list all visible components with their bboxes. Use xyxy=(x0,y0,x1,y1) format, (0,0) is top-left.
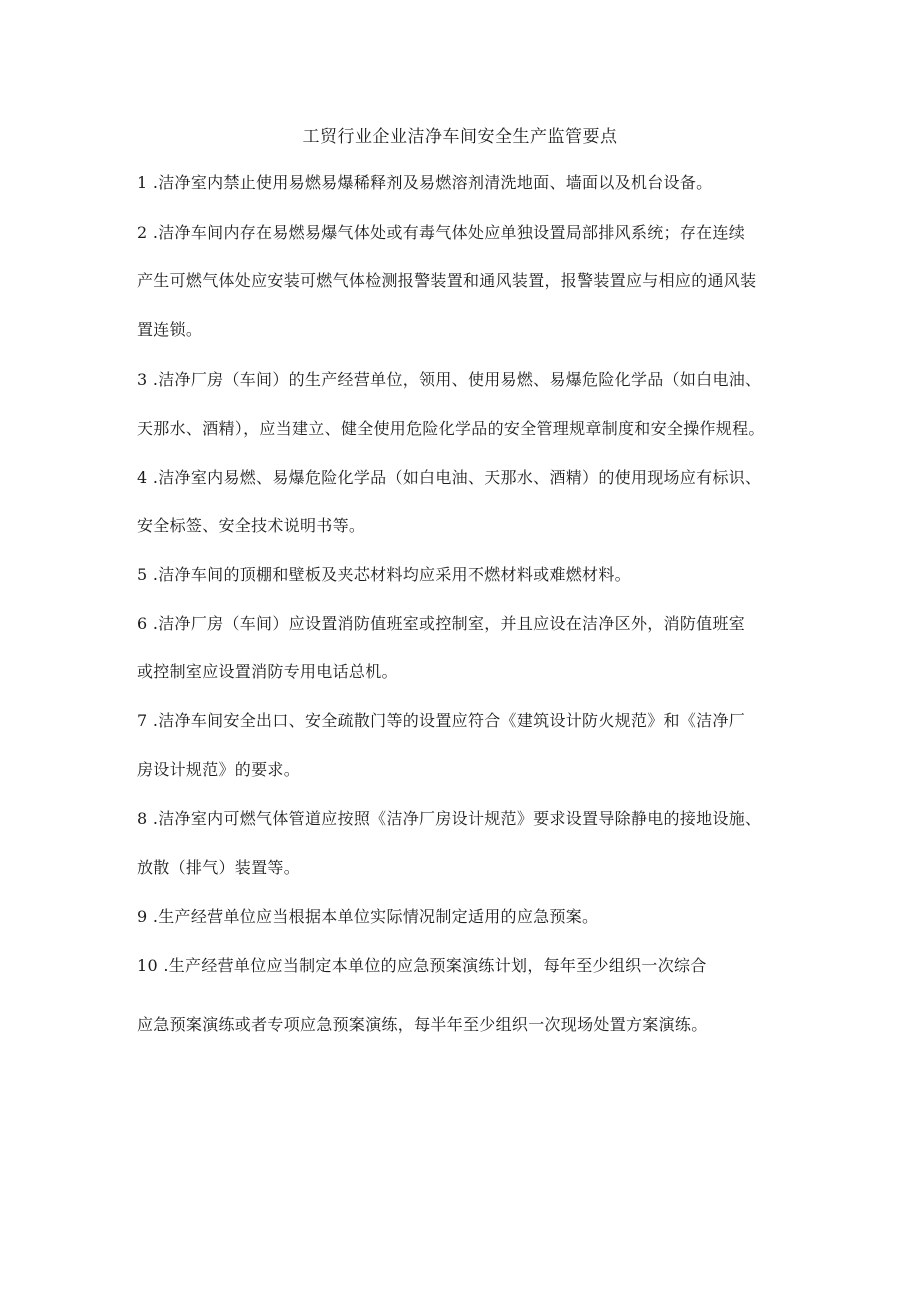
paragraph-line: 9 .生产经营单位应当根据本单位实际情况制定适用的应急预案。 xyxy=(137,907,599,926)
paragraph-line: 10 .生产经营单位应当制定本单位的应急预案演练计划，每年至少组织一次综合 xyxy=(137,956,707,975)
paragraph-line: 8 .洁净室内可燃气体管道应按照《洁净厂房设计规范》要求设置导除静电的接地设施、 xyxy=(137,809,762,828)
paragraph-line: 房设计规范》的要求。 xyxy=(137,760,301,779)
paragraph-line: 7 .洁净车间安全出口、安全疏散门等的设置应符合《建筑设计防火规范》和《洁净厂 xyxy=(137,711,746,730)
paragraph-line: 或控制室应设置消防专用电话总机。 xyxy=(137,662,398,681)
paragraph-line: 放散（排气）装置等。 xyxy=(137,858,301,877)
paragraph-line: 安全标签、安全技术说明书等。 xyxy=(137,516,366,535)
paragraph-line: 应急预案演练或者专项应急预案演练，每半年至少组织一次现场处置方案演练。 xyxy=(137,1015,708,1034)
paragraph-line: 2 .洁净车间内存在易燃易爆气体处或有毒气体处应单独设置局部排风系统；存在连续 xyxy=(137,223,746,242)
paragraph-line: 产生可燃气体处应安装可燃气体检测报警装置和通风装置，报警装置应与相应的通风装 xyxy=(137,271,757,290)
paragraph-line: 1 .洁净室内禁止使用易燃易爆稀释剂及易燃溶剂清洗地面、墙面以及机台设备。 xyxy=(137,173,713,192)
paragraph-line: 5 .洁净车间的顶棚和壁板及夹芯材料均应采用不燃材料或难燃材料。 xyxy=(137,565,631,584)
document-title: 工贸行业企业洁净车间安全生产监管要点 xyxy=(302,127,618,147)
paragraph-line: 天那水、酒精），应当建立、健全使用危险化学品的安全管理规章制度和安全操作规程。 xyxy=(137,419,765,438)
paragraph-line: 4 .洁净室内易燃、易爆危险化学品（如白电油、天那水、酒精）的使用现场应有标识、 xyxy=(137,468,762,487)
paragraph-line: 6 .洁净厂房（车间）应设置消防值班室或控制室，并且应设在洁净区外，消防值班室 xyxy=(137,614,746,633)
paragraph-line: 3 .洁净厂房（车间）的生产经营单位，领用、使用易燃、易爆危险化学品（如白电油、 xyxy=(137,370,762,389)
paragraph-line: 置连锁。 xyxy=(137,320,203,339)
